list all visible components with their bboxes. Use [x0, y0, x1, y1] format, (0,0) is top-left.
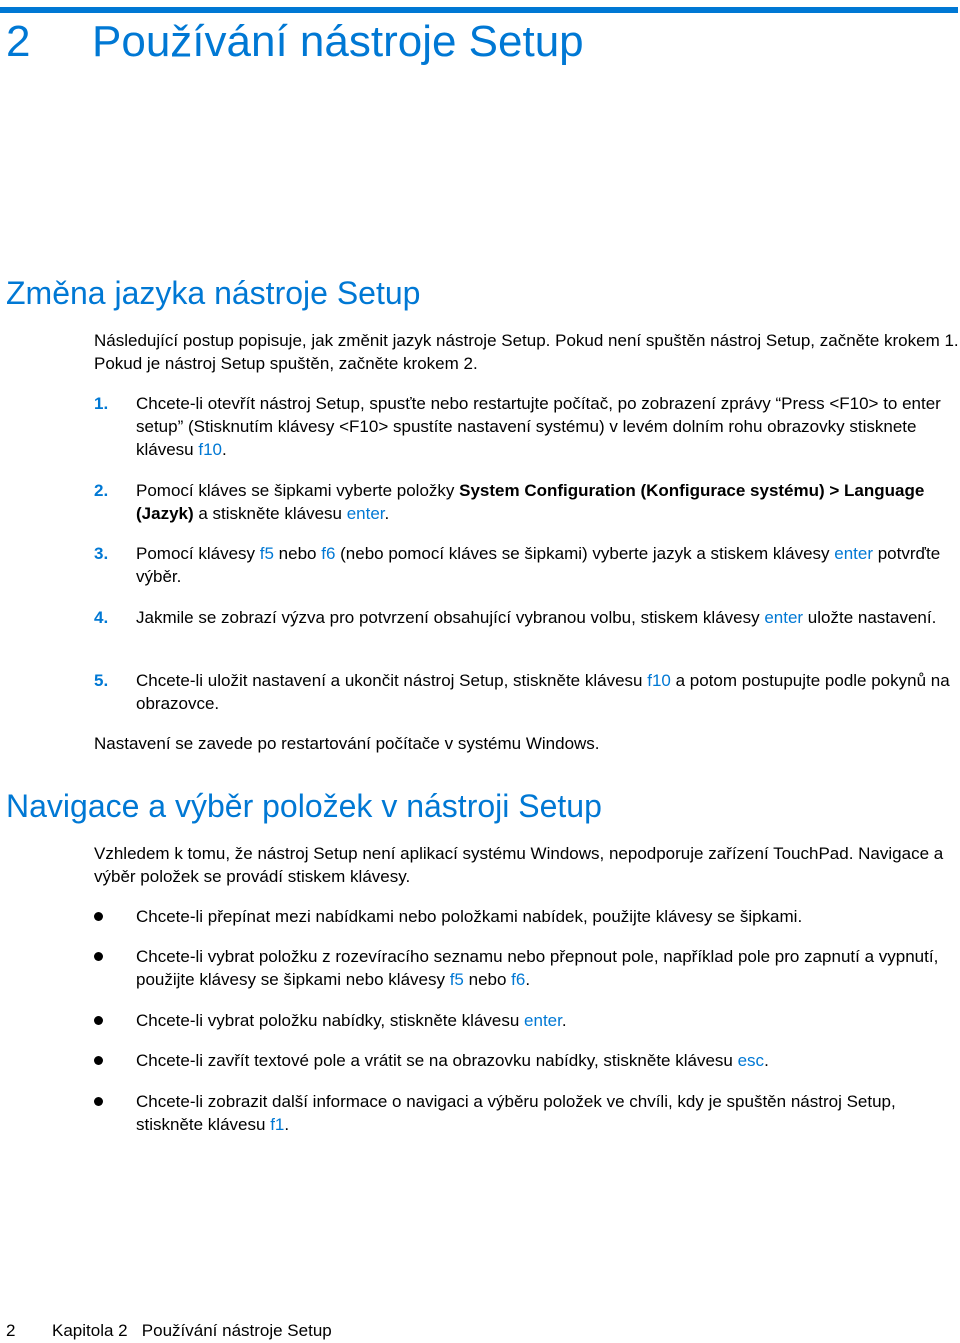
- bullet-dot: [94, 1056, 103, 1065]
- key-enter: enter: [764, 608, 804, 627]
- key-f6: f6: [321, 544, 336, 563]
- section2-intro: Vzhledem k tomu, že nástroj Setup není aplikací systému Windows, nepodporuje zařízení TouchPad. Navigace a výběr položek se provádí stiskem klávesy.: [94, 844, 944, 886]
- key-f6: f6: [511, 970, 526, 989]
- step-number: 1.: [94, 394, 109, 413]
- bullet-dot: [94, 912, 103, 921]
- bullet-item: [94, 945, 960, 991]
- bullet-text: Chcete-li přepínat mezi nabídkami nebo položkami nabídek, použijte klávesy se šipkami.: [136, 907, 803, 926]
- bullet-text: Chcete-li zobrazit další informace o navigaci a výběru položek ve chvíli, kdy je spuštěn nástroj Setup, stiskněte klávesu f1.: [136, 1092, 896, 1134]
- step-text: Pomocí klávesy f5 nebo f6 (nebo pomocí kláves se šipkami) vyberte jazyk a stiskem klávesy enter potvrďte výběr.: [136, 544, 941, 586]
- step-2: [94, 479, 960, 525]
- bullet-item: [94, 1009, 960, 1032]
- chapter-number: 2: [6, 17, 31, 66]
- chapter-title-text: Používání nástroje Setup: [92, 17, 584, 66]
- step-5: [94, 669, 960, 715]
- section-title-navigation: Navigace a výběr položek v nástroji Setup: [6, 788, 602, 824]
- bullet-text: Chcete-li zavřít textové pole a vrátit se na obrazovku nabídky, stiskněte klávesu esc.: [136, 1051, 769, 1070]
- bullet-text: Chcete-li vybrat položku nabídky, stiskněte klávesu enter.: [136, 1011, 567, 1030]
- section1-intro: Následující postup popisuje, jak změnit jazyk nástroje Setup. Pokud není spuštěn nástroj Setup, začněte krokem 1. Pokud je nástroj Setup spuštěn, začněte krokem 2.: [94, 331, 959, 373]
- bullet-dot: [94, 1097, 103, 1106]
- key-f5: f5: [449, 970, 464, 989]
- step-4: [94, 606, 960, 629]
- step-number: 4.: [94, 608, 109, 627]
- step-text: Jakmile se zobrazí výzva pro potvrzení obsahující vybranou volbu, stiskem klávesy enter uložte nastavení.: [136, 608, 937, 627]
- step-1: [94, 392, 960, 461]
- section-title-language: Změna jazyka nástroje Setup: [6, 275, 421, 311]
- step-number: 5.: [94, 671, 109, 690]
- menu-path: System Configuration (Konfigurace systému) > Language (Jazyk): [136, 481, 925, 523]
- bullet-item: [94, 1090, 960, 1136]
- bullet-text: Chcete-li vybrat položku z rozevíracího seznamu nebo přepnout pole, například pole pro zapnutí a vypnutí, použijte klávesy se šipkami nebo klávesy f5 nebo f6.: [136, 947, 939, 989]
- step-3: [94, 542, 960, 588]
- chapter-title: [6, 14, 584, 70]
- page-footer: [6, 1320, 332, 1342]
- step-text: Pomocí kláves se šipkami vyberte položky System Configuration (Konfigurace systému) > Language (Jazyk) a stiskněte klávesu enter.: [136, 481, 925, 523]
- bullet-dot: [94, 952, 103, 961]
- bullet-item: [94, 905, 960, 928]
- key-f1: f1: [270, 1115, 285, 1134]
- section1-closing: Nastavení se zavede po restartování počítače v systému Windows.: [94, 734, 600, 753]
- footer-text: Kapitola 2 Používání nástroje Setup: [52, 1321, 332, 1340]
- step-number: 2.: [94, 481, 109, 500]
- key-f5: f5: [259, 544, 274, 563]
- step-text: Chcete-li uložit nastavení a ukončit nástroj Setup, stiskněte klávesu f10 a potom postupujte podle pokynů na obrazovce.: [136, 671, 950, 713]
- step-text: Chcete-li otevřít nástroj Setup, spusťte nebo restartujte počítač, po zobrazení zprávy “Press <F10> to enter setup” (Stisknutím klávesy <F10> spustíte nastavení systému) v levém dolním rohu obrazovky stisknete klávesu f10.: [136, 394, 941, 459]
- bullet-item: [94, 1049, 960, 1072]
- key-esc: esc: [737, 1051, 765, 1070]
- key-f10: f10: [647, 671, 671, 690]
- key-f10: f10: [198, 440, 223, 459]
- top-rule: [0, 7, 958, 13]
- key-enter: enter: [346, 504, 385, 523]
- key-enter: enter: [834, 544, 873, 563]
- step-number: 3.: [94, 544, 109, 563]
- key-enter: enter: [524, 1011, 562, 1030]
- page-number: 2: [6, 1321, 16, 1340]
- bullet-dot: [94, 1016, 103, 1025]
